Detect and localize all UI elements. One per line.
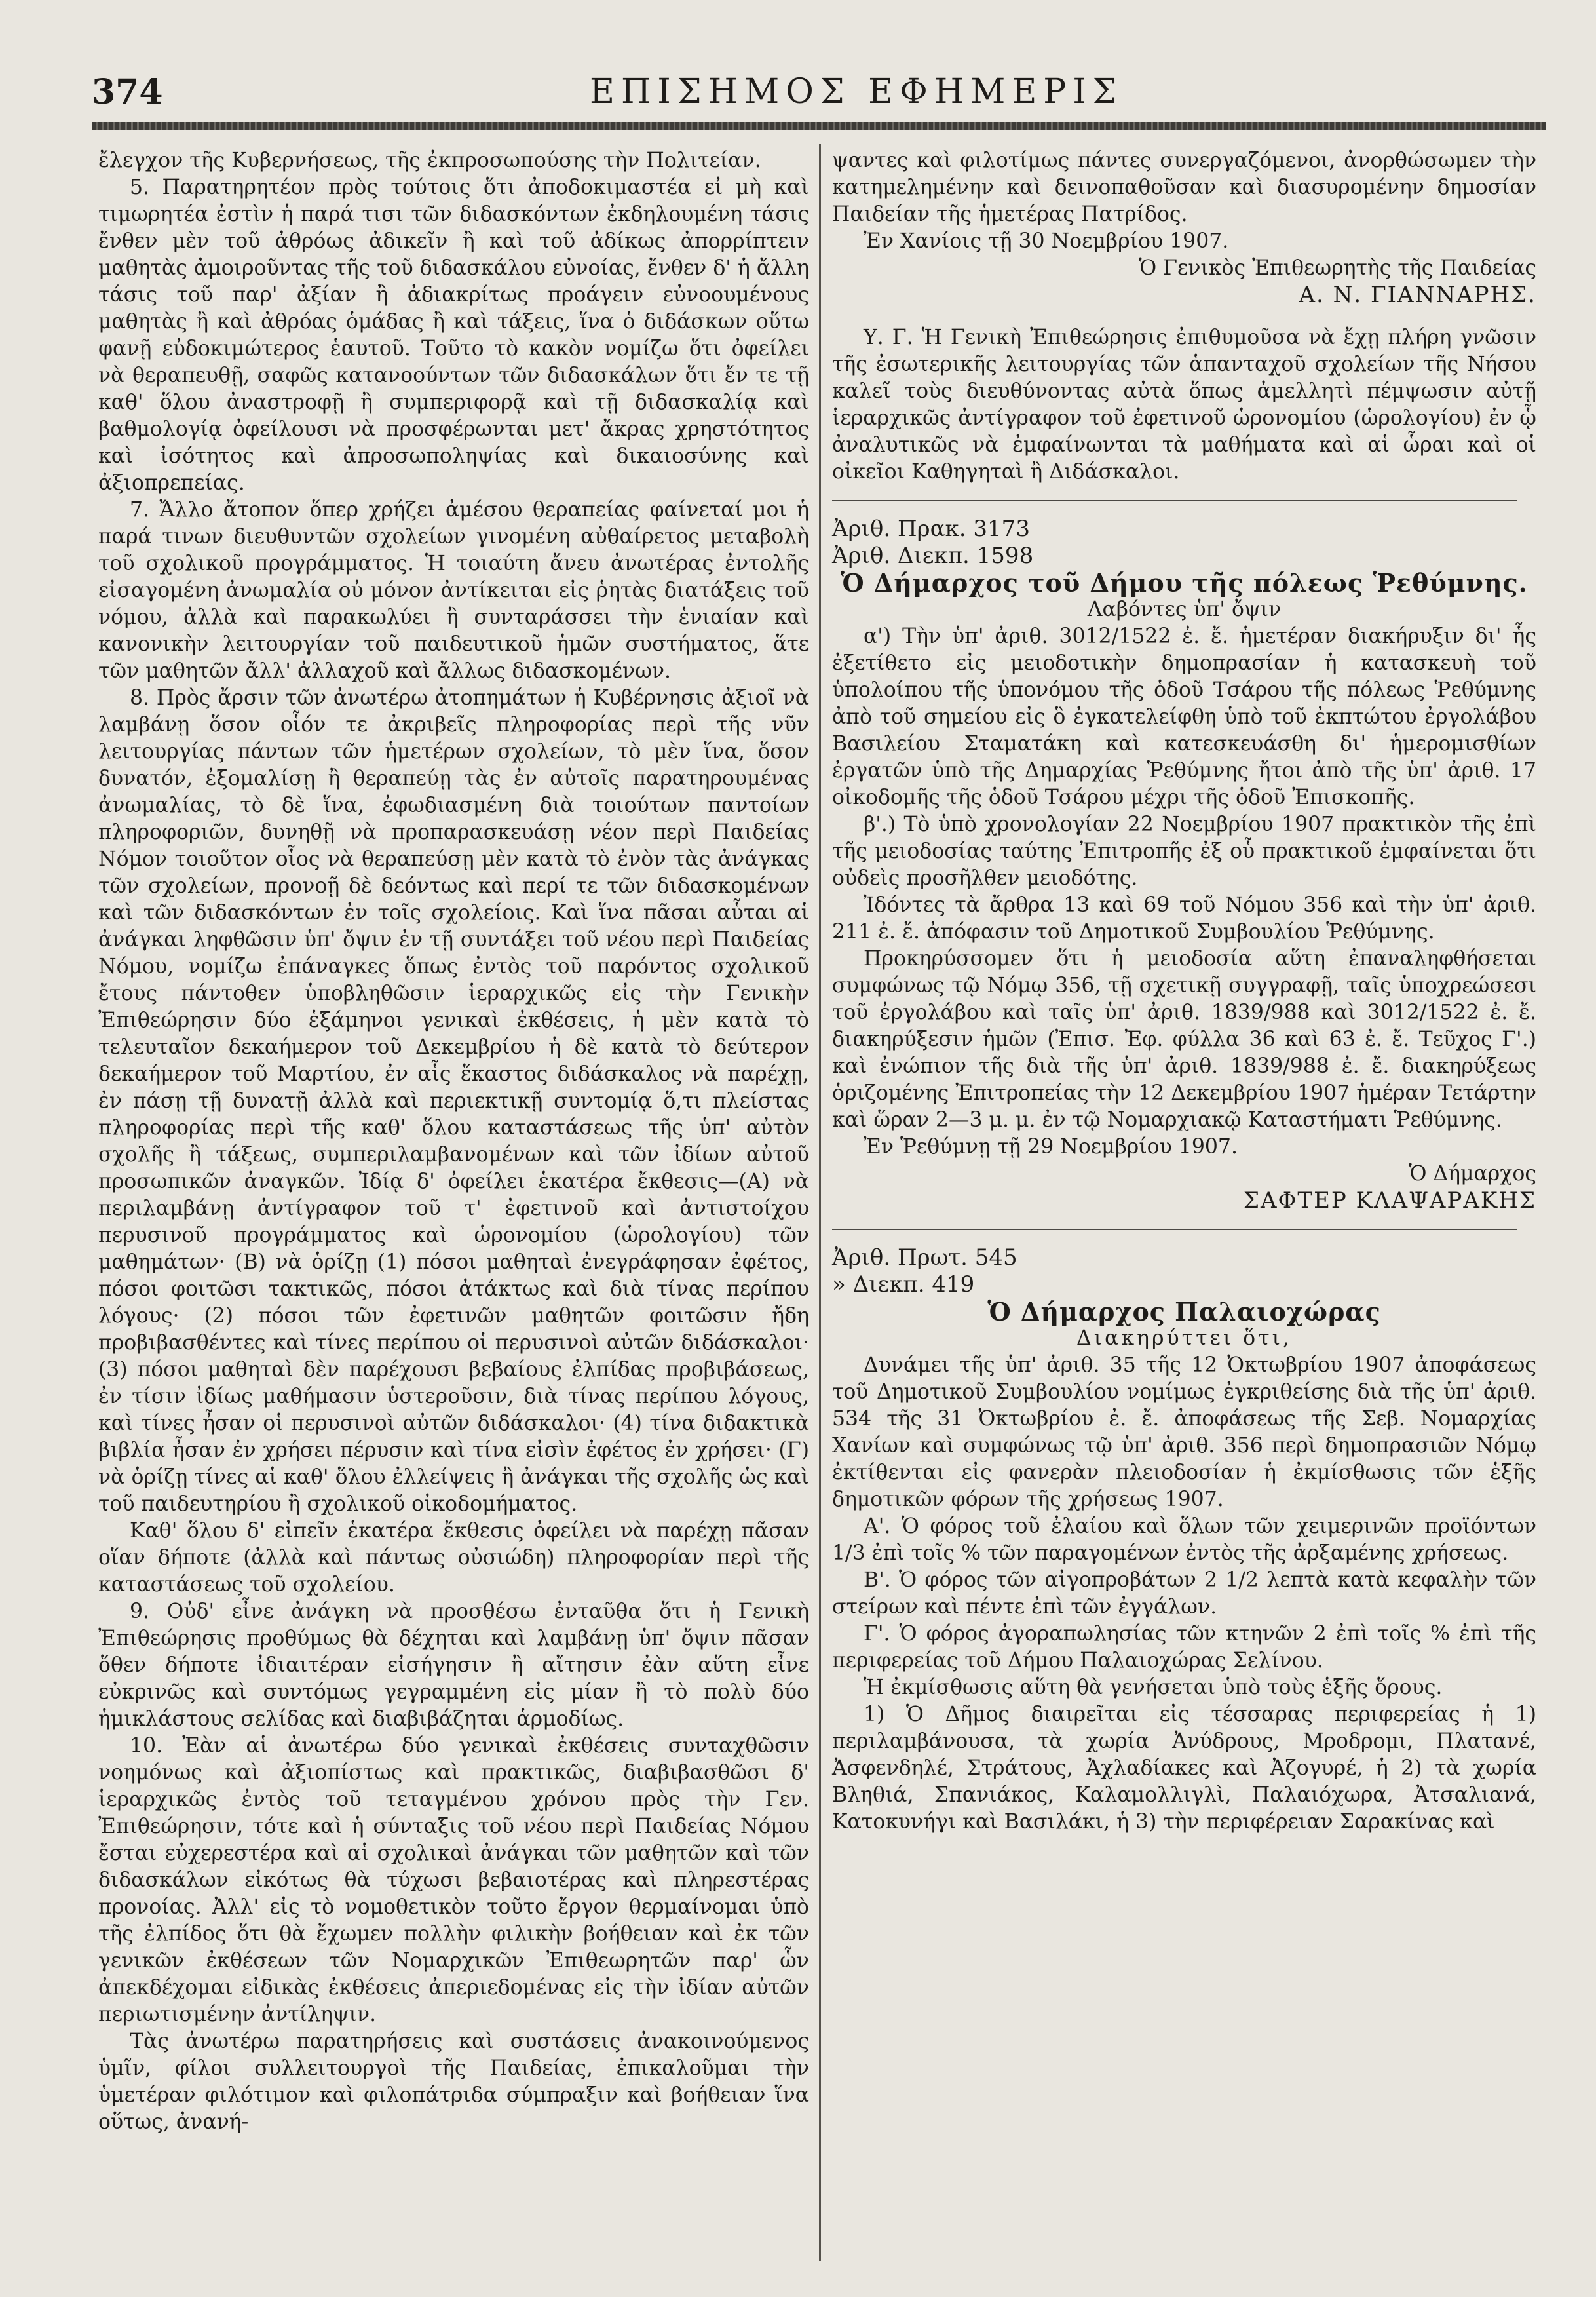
paragraph: 9. Οὐδ' εἶνε ἀνάγκη νὰ προσθέσω ἐνταῦθα ὅτι ἡ Γενικὴ Ἐπιθεώρησις προθύμως θὰ δέχηται καὶ λαμβάνῃ ὑπ' ὄψιν πᾶσαν ὅθεν δήποτε ἰδιαιτέραν εἰσήγησιν ἢ αἴτησιν ἐὰν αὕτη εἶνε εὐκρινῶς καὶ συντόμως γεγραμμένη εἰς μίαν ἢ τὸ πολὺ δύο ἡμικλάστους σελίδας καὶ διαβιβάζηται ἁρμοδίως. — [98, 1600, 809, 1731]
postscript: Υ. Γ. Ἡ Γενικὴ Ἐπιθεώρησις ἐπιθυμοῦσα νὰ ἔχῃ πλήρη γνῶσιν τῆς ἐσωτερικῆς λειτουργίας τῶν ἁπανταχοῦ σχολείων τῆς Νήσου καλεῖ τοὺς διευθύνοντας αὐτὰ ὅπως ἀμελλητὶ πέμψωσιν αὐτῇ ἱεραρχικῶς ἀντίγραφον τοῦ ἐφετινοῦ ὡρονομίου (ὡρολογίου) ἐν ᾧ ἀναλυτικῶς νὰ ἐμφαίνωνται τὰ μαθήματα καὶ αἱ ὧραι καὶ οἱ οἰκεῖοι Καθηγηταὶ ἢ Διδάσκαλοι. — [832, 326, 1536, 484]
paragraph: Δυνάμει τῆς ὑπ' ἀριθ. 35 τῆς 12 Ὀκτωβρίου 1907 ἀποφάσεως τοῦ Δημοτικοῦ Συμβουλίου νομίμως ἐγκριθείσης διὰ τῆς ὑπ' ἀριθ. 534 τῆς 31 Ὀκτωβρίου ἐ. ἔ. ἀποφάσεως τῆς Σεβ. Νομαρχίας Χανίων καὶ συμφώνως τῷ ὑπ' ἀριθ. 356 περὶ δημοπρασιῶν Νόμῳ ἐκτίθενται εἰς φανερὰν πλειοδοσίαν ἡ ἐκμίσθωσις τῶν ἑξῆς δημοτικῶν φόρων τῆς χρήσεως 1907. — [832, 1353, 1536, 1511]
signer-title: Ὁ Γενικὸς Ἐπιθεωρητὴς τῆς Παιδείας — [1139, 256, 1536, 280]
header-rule — [92, 122, 1546, 130]
protocol-ref: Ἀριθ. Πρωτ. 545 — [832, 1245, 1017, 1271]
page-number: 374 — [92, 72, 163, 112]
protocol-ref: Ἀριθ. Πρακ. 3173 — [832, 516, 1030, 542]
paragraph: Β'. Ὁ φόρος τῶν αἰγοπροβάτων 2 1/2 λεπτὰ κατὰ κεφαλὴν τῶν στείρων καὶ πέντε ἐπὶ τῶν ἐγγάλων. — [832, 1568, 1536, 1619]
paragraph: Καθ' ὅλου δ' εἰπεῖν ἑκατέρα ἔκθεσις ὀφείλει νὰ παρέχῃ πᾶσαν οἵαν δήποτε (ἀλλὰ καὶ πάντως οὐσιώδη) πληροφορίαν περὶ τῆς καταστάσεως τοῦ σχολείου. — [98, 1519, 809, 1596]
dispatch-ref: Ἀριθ. Διεκπ. 1598 — [832, 543, 1034, 569]
section-divider — [832, 1229, 1517, 1230]
notice-intro: Διακηρύττει ὅτι, — [1076, 1326, 1292, 1350]
signer-title: Ὁ Δήμαρχος — [1409, 1162, 1536, 1186]
right-column — [832, 147, 1536, 1836]
place-date: Ἐν Ῥεθύμνῃ τῇ 29 Νοεμβρίου 1907. — [864, 1135, 1238, 1159]
place-date: Ἐν Χανίοις τῇ 30 Νοεμβρίου 1907. — [864, 229, 1229, 253]
paragraph: 5. Παρατηρητέον πρὸς τούτοις ὅτι ἀποδοκιμαστέα εἰ μὴ καὶ τιμωρητέα ἐστὶν ἡ παρά τισι τῶν διδασκόντων ἐκδηλουμένη τάσις ἔνθεν μὲν τοῦ ἀθρόως ἀδικεῖν ἢ καὶ τοῦ ἀδίκως ἀπορρίπτειν μαθητὰς ἀμοιροῦντας τῆς τοῦ διδασκάλου εὐνοίας, ἔνθεν δ' ἡ ἄλλη τάσις τοῦ παρ' ἀξίαν ἢ ἀδιακρίτως προάγειν εὐνοουμένους μαθητὰς ἢ καὶ ἀθρόας ὁμάδας ἢ καὶ τάξεις, ἵνα ὁ διδάσκων οὕτω φανῇ εὐδοκιμώτερος ἑαυτοῦ. Τοῦτο τὸ κακὸν νομίζω ὅτι ὀφείλει νὰ θεραπευθῇ, σαφῶς κατανοούντων τῶν διδασκάλων ὅτι ἔν τε τῇ καθ' ὅλου ἀναστροφῇ ἢ συμπεριφορᾷ καὶ τῇ διδασκαλίᾳ καὶ βαθμολογίᾳ ὀφείλουσι νὰ προσφέρωνται μετ' ἄκρας χρηστότητος καὶ ἰσότητος καὶ ἀπροσωποληψίας καὶ δικαιοσύνης καὶ ἀξιοπρεπείας. — [98, 176, 809, 495]
paragraph: Α'. Ὁ φόρος τοῦ ἐλαίου καὶ ὅλων τῶν χειμερινῶν προϊόντων 1/3 ἐπὶ τοῖς % τῶν παραγομένων ἐντὸς τῆς ἀρξαμένης χρήσεως. — [832, 1515, 1536, 1565]
page-header — [92, 66, 1546, 125]
notice-intro: Λαβόντες ὑπ' ὄψιν — [1087, 598, 1282, 621]
signer-name: Α. Ν. ΓΙΑΝΝΑΡΗΣ. — [1299, 282, 1536, 308]
paragraph: 1) Ὁ Δῆμος διαιρεῖται εἰς τέσσαρας περιφερείας ἡ 1) περιλαμβάνουσα, τὰ χωρία Ἀνύδρους, Μροδρομι, Πλατανέ, Ἀσφενδηλέ, Στράτους, Ἀχλαδίακες καὶ Ἀζογυρέ, ἡ 2) τὰ χωρία Βληθιά, Σπανιάκος, Καλαμολλιγλὶ, Παλαιόχωρα, Ἀτσαλιανά, Κατοκυνήγι καὶ Βασιλάκι, ἡ 3) τὴν περιφέρειαν Σαρακίνας καὶ — [832, 1703, 1536, 1834]
column-divider — [819, 144, 821, 2261]
paragraph: ψαντες καὶ φιλοτίμως πάντες συνεργαζόμενοι, ἀνορθώσωμεν τὴν κατημελημένην καὶ δεινοπαθοῦσαν καὶ διασυρομένην δημοσίαν Παιδείαν τῆς ἡμετέρας Πατρίδος. — [832, 149, 1536, 226]
paragraph: 10. Ἐὰν αἱ ἀνωτέρω δύο γενικαὶ ἐκθέσεις συνταχθῶσιν νοημόνως καὶ ἀξιοπίστως καὶ πρακτικῶς, διαβιβασθῶσι δ' ἱεραρχικῶς ἐντὸς τοῦ τεταγμένου χρόνου πρὸς τὴν Γεν. Ἐπιθεώρησιν, τότε καὶ ἡ σύνταξις τοῦ νέου περὶ Παιδείας Νόμου ἔσται εὐχερεστέρα καὶ αἱ σχολικαὶ ἀνάγκαι τῶν μαθητῶν καὶ τῶν διδασκάλων εἰκότως θὰ τύχωσι βεβαιοτέρας καὶ πληρεστέρας προνοίας. Ἀλλ' εἰς τὸ νομοθετικὸν τοῦτο ἔργον θερμαίνομαι ὑπὸ τῆς ἐλπίδος ὅτι θὰ ἔχωμεν πολλὴν φιλικὴν βοήθειαν καὶ ἐκ τῶν γενικῶν ἐκθέσεων τῶν Νομαρχικῶν Ἐπιθεωρητῶν παρ' ὧν ἀπεκδέχομαι εἰδικὰς ἐκθέσεις ἀπεριεδομένας εἰς τὴν ἰδίαν αὐτῶν περιωτισμένην ἀντίληψιν. — [98, 1734, 809, 2026]
gazette-title: ΕΠΙΣΗΜΟΣ ΕΦΗΜΕΡΙΣ — [590, 72, 1124, 111]
left-column — [98, 147, 809, 2136]
signer-name: ΣΑΦΤΕΡ ΚΛΑΨΑΡΑΚΗΣ — [1243, 1187, 1536, 1214]
paragraph: ἔλεγχον τῆς Κυβερνήσεως, τῆς ἐκπροσωπούσης τὴν Πολιτείαν. — [98, 149, 761, 172]
notice-heading: Ὁ Δήμαρχος Παλαιοχώρας — [987, 1297, 1381, 1326]
paragraph: 7. Ἄλλο ἄτοπον ὅπερ χρήζει ἀμέσου θεραπείας φαίνεταί μοι ἡ παρά τινων διευθυντῶν σχολείων γινομένη αὐθαίρετος μεταβολὴ τοῦ σχολικοῦ προγράμματος. Ἡ τοιαύτη ἄνευ ἀνωτέρας ἐντολῆς εἰσαγομένη ἀνωμαλία οὐ μόνον ἀντίκειται εἰς ῥητὰς διατάξεις τοῦ νόμου, ἀλλὰ καὶ παρακωλύει ἢ συνταράσσει τὴν ἑνιαίαν καὶ κανονικὴν λειτουργίαν τοῦ παιδευτικοῦ ἡμῶν συστήματος, ἅτε τῶν μαθητῶν ἄλλ' ἀλλαχοῦ καὶ ἄλλως διδασκομένων. — [98, 498, 809, 683]
paragraph: α') Τὴν ὑπ' ἀριθ. 3012/1522 ἐ. ἔ. ἡμετέραν διακήρυξιν δι' ἧς ἐξετίθετο εἰς μειοδοτικὴν δημοπρασίαν ἡ κατασκευὴ τοῦ ὑπολοίπου τῆς ὑπονόμου τῆς ὁδοῦ Τσάρου τῆς πόλεως Ῥεθύμνης ἀπὸ τοῦ σημείου εἰς ὃ ἐγκατελείφθη ὑπὸ τοῦ ἐκπτώτου ἐργολάβου Βασιλείου Σταματάκη καὶ κατεσκευάσθη δι' ἡμερομισθίων ἐργατῶν ὑπὸ τῆς Δημαρχίας Ῥεθύμνης ἤτοι ἀπὸ τῆς ὑπ' ἀριθ. 17 οἰκοδομῆς τῆς ὁδοῦ Τσάρου μέχρι τῆς ὁδοῦ Ἐπισκοπῆς. — [832, 625, 1536, 809]
paragraph: Τὰς ἀνωτέρω παρατηρήσεις καὶ συστάσεις ἀνακοινούμενος ὑμῖν, φίλοι συλλειτουργοὶ τῆς Παιδείας, ἐπικαλοῦμαι τὴν ὑμετέραν φιλότιμον καὶ φιλοπάτριδα σύμπραξιν καὶ βοήθειαν ἵνα οὕτως, ἀνανή- — [98, 2030, 809, 2134]
paragraph: Ἡ ἐκμίσθωσις αὕτη θὰ γενήσεται ὑπὸ τοὺς ἑξῆς ὅρους. — [864, 1676, 1443, 1699]
paragraph: Ἰδόντες τὰ ἄρθρα 13 καὶ 69 τοῦ Νόμου 356 καὶ τὴν ὑπ' ἀριθ. 211 ἐ. ἔ. ἀπόφασιν τοῦ Δημοτικοῦ Συμβουλίου Ῥεθύμνης. — [832, 893, 1536, 944]
section-divider — [832, 500, 1517, 501]
paragraph: β'.) Τὸ ὑπὸ χρονολογίαν 22 Νοεμβρίου 1907 πρακτικὸν τῆς ἐπὶ τῆς μειοδοσίας ταύτης Ἐπιτροπῆς ἐξ οὗ πρακτικοῦ ἐμφαίνεται ὅτι οὐδεὶς προσῆλθεν μειοδότης. — [832, 813, 1536, 890]
paragraph: Γ'. Ὁ φόρος ἀγοραπωλησίας τῶν κτηνῶν 2 ἐπὶ τοῖς % ἐπὶ τῆς περιφερείας τοῦ Δήμου Παλαιοχώρας Σελίνου. — [832, 1622, 1536, 1672]
paragraph: Προκηρύσσομεν ὅτι ἡ μειοδοσία αὕτη ἐπαναληφθήσεται συμφώνως τῷ Νόμῳ 356, τῇ σχετικῇ συγγραφῇ, ταῖς ὑποχρεώσεσι τοῦ ἐργολάβου καὶ ταῖς ὑπ' ἀριθ. 1839/988 καὶ 3012/1522 ἐ. ἔ. διακηρύξεσιν ἡμῶν (Ἐπισ. Ἐφ. φύλλα 36 καὶ 63 ἐ. ἔ. Τεῦχος Γ'.) καὶ ἐνώπιον τῆς διὰ τῆς ὑπ' ἀριθ. 1839/988 ἐ. ἔ. διακηρύξεως ὁριζομένης Ἐπιτροπείας τὴν 12 Δεκεμβρίου 1907 ἡμέραν Τετάρτην καὶ ὥραν 2—3 μ. μ. ἐν τῷ Νομαρχιακῷ Καταστήματι Ῥεθύμνης. — [832, 947, 1536, 1132]
paragraph: 8. Πρὸς ἄρσιν τῶν ἀνωτέρω ἀτοπημάτων ἡ Κυβέρνησις ἀξιοῖ νὰ λαμβάνῃ ὅσον οἷόν τε ἀκριβεῖς πληροφορίας περὶ τῆς νῦν λειτουργίας πάντων τῶν ἡμετέρων σχολείων, τὸ μὲν ἵνα, ὅσον δυνατόν, ἐξομαλίσῃ ἢ θεραπεύῃ τὰς ἐν αὐτοῖς παρατηρουμένας ἀνωμαλίας, τὸ δὲ ἵνα, ἐφωδιασμένη διὰ τοιούτων παντοίων πληροφοριῶν, δυνηθῇ νὰ προπαρασκευάσῃ νέον περὶ Παιδείας Νόμον τοιοῦτον οἷος νὰ θεραπεύσῃ μὲν κατὰ τὸ ἐνὸν τὰς ἀνάγκας τῶν σχολείων, προνοῇ δὲ δεόντως καὶ περί τε τῶν διδασκομένων καὶ τῶν διδασκόντων ἐν τοῖς σχολείοις. Καὶ ἵνα πᾶσαι αὗται αἱ ἀνάγκαι ληφθῶσιν ὑπ' ὄψιν ἐν τῇ συντάξει τοῦ νέου περὶ Παιδείας Νόμου, νομίζω ἐπάναγκες ὅπως ἐντὸς τοῦ παρόντος σχολικοῦ ἔτους πάντοθεν ὑποβληθῶσιν ἱεραρχικῶς εἰς τὴν Γενικὴν Ἐπιθεώρησιν δύο ἑξάμηνοι γενικαὶ ἐκθέσεις, ἡ μὲν κατὰ τὸ τελευταῖον δεκαήμερον τοῦ Δεκεμβρίου ἡ δὲ κατὰ τὸ δεύτερον δεκαήμερον τοῦ Μαρτίου, ἐν αἷς ἕκαστος διδάσκαλος νὰ παρέχῃ, ἐν πάσῃ τῇ δυνατῇ ἀλλὰ καὶ περιεκτικῇ συντομίᾳ ὅ,τι πλείστας πληροφορίας περὶ τῆς καθ' ὅλου καταστάσεως τῆς ὑπ' αὐτὸν σχολῆς ἢ τάξεως, συμπεριλαμβανομένων καὶ τῶν ἰδίων αὐτοῦ προσωπικῶν ἀναγκῶν. Ἰδίᾳ δ' ὀφείλει ἑκατέρα ἔκθεσις—(Α) νὰ περιλαμβάνῃ ἀντίγραφον τοῦ τ' ἐφετινοῦ καὶ ἀντιστοίχου περυσινοῦ προγράμματος καὶ ὡρονομίου (ὡρολογίου) τῶν μαθημάτων· (Β) νὰ ὁρίζῃ (1) πόσοι μαθηταὶ ἐνεγράφησαν ἐφέτος, πόσοι φοιτῶσι τακτικῶς, πόσοι ἀτάκτως καὶ διὰ τίνας περίπου λόγους· (2) πόσοι τῶν ἐφετινῶν μαθητῶν φοιτῶσιν ἤδη προβιβασθέντες καὶ τίνες περίπου οἱ περυσινοὶ αὐτῶν διδάσκαλοι· (3) πόσοι μαθηταὶ δὲν παρέχουσι βεβαίους ἐλπίδας προβιβάσεως, ἐν τίσιν ἰδίως μαθήμασιν ὑστεροῦσιν, διὰ τίνας περίπου λόγους, καὶ τίνες ἦσαν οἱ περυσινοὶ αὐτῶν διδάσκαλοι· (4) τίνα διδακτικὰ βιβλία ἦσαν ἐν χρήσει πέρυσιν καὶ τίνα εἰσὶν ἐφέτος ἐν χρήσει· (Γ) νὰ ὁρίζῃ τίνες αἱ καθ' ὅλου ἐλλείψεις ἢ ἀνάγκαι τῆς σχολῆς ὡς καὶ τοῦ παιδευτηρίου ἢ σχολικοῦ οἰκοδομήματος. — [98, 686, 809, 1516]
dispatch-ref: » Διεκπ. 419 — [832, 1271, 975, 1298]
notice-heading: Ὁ Δήμαρχος τοῦ Δήμου τῆς πόλεως Ῥεθύμνης. — [841, 568, 1528, 598]
